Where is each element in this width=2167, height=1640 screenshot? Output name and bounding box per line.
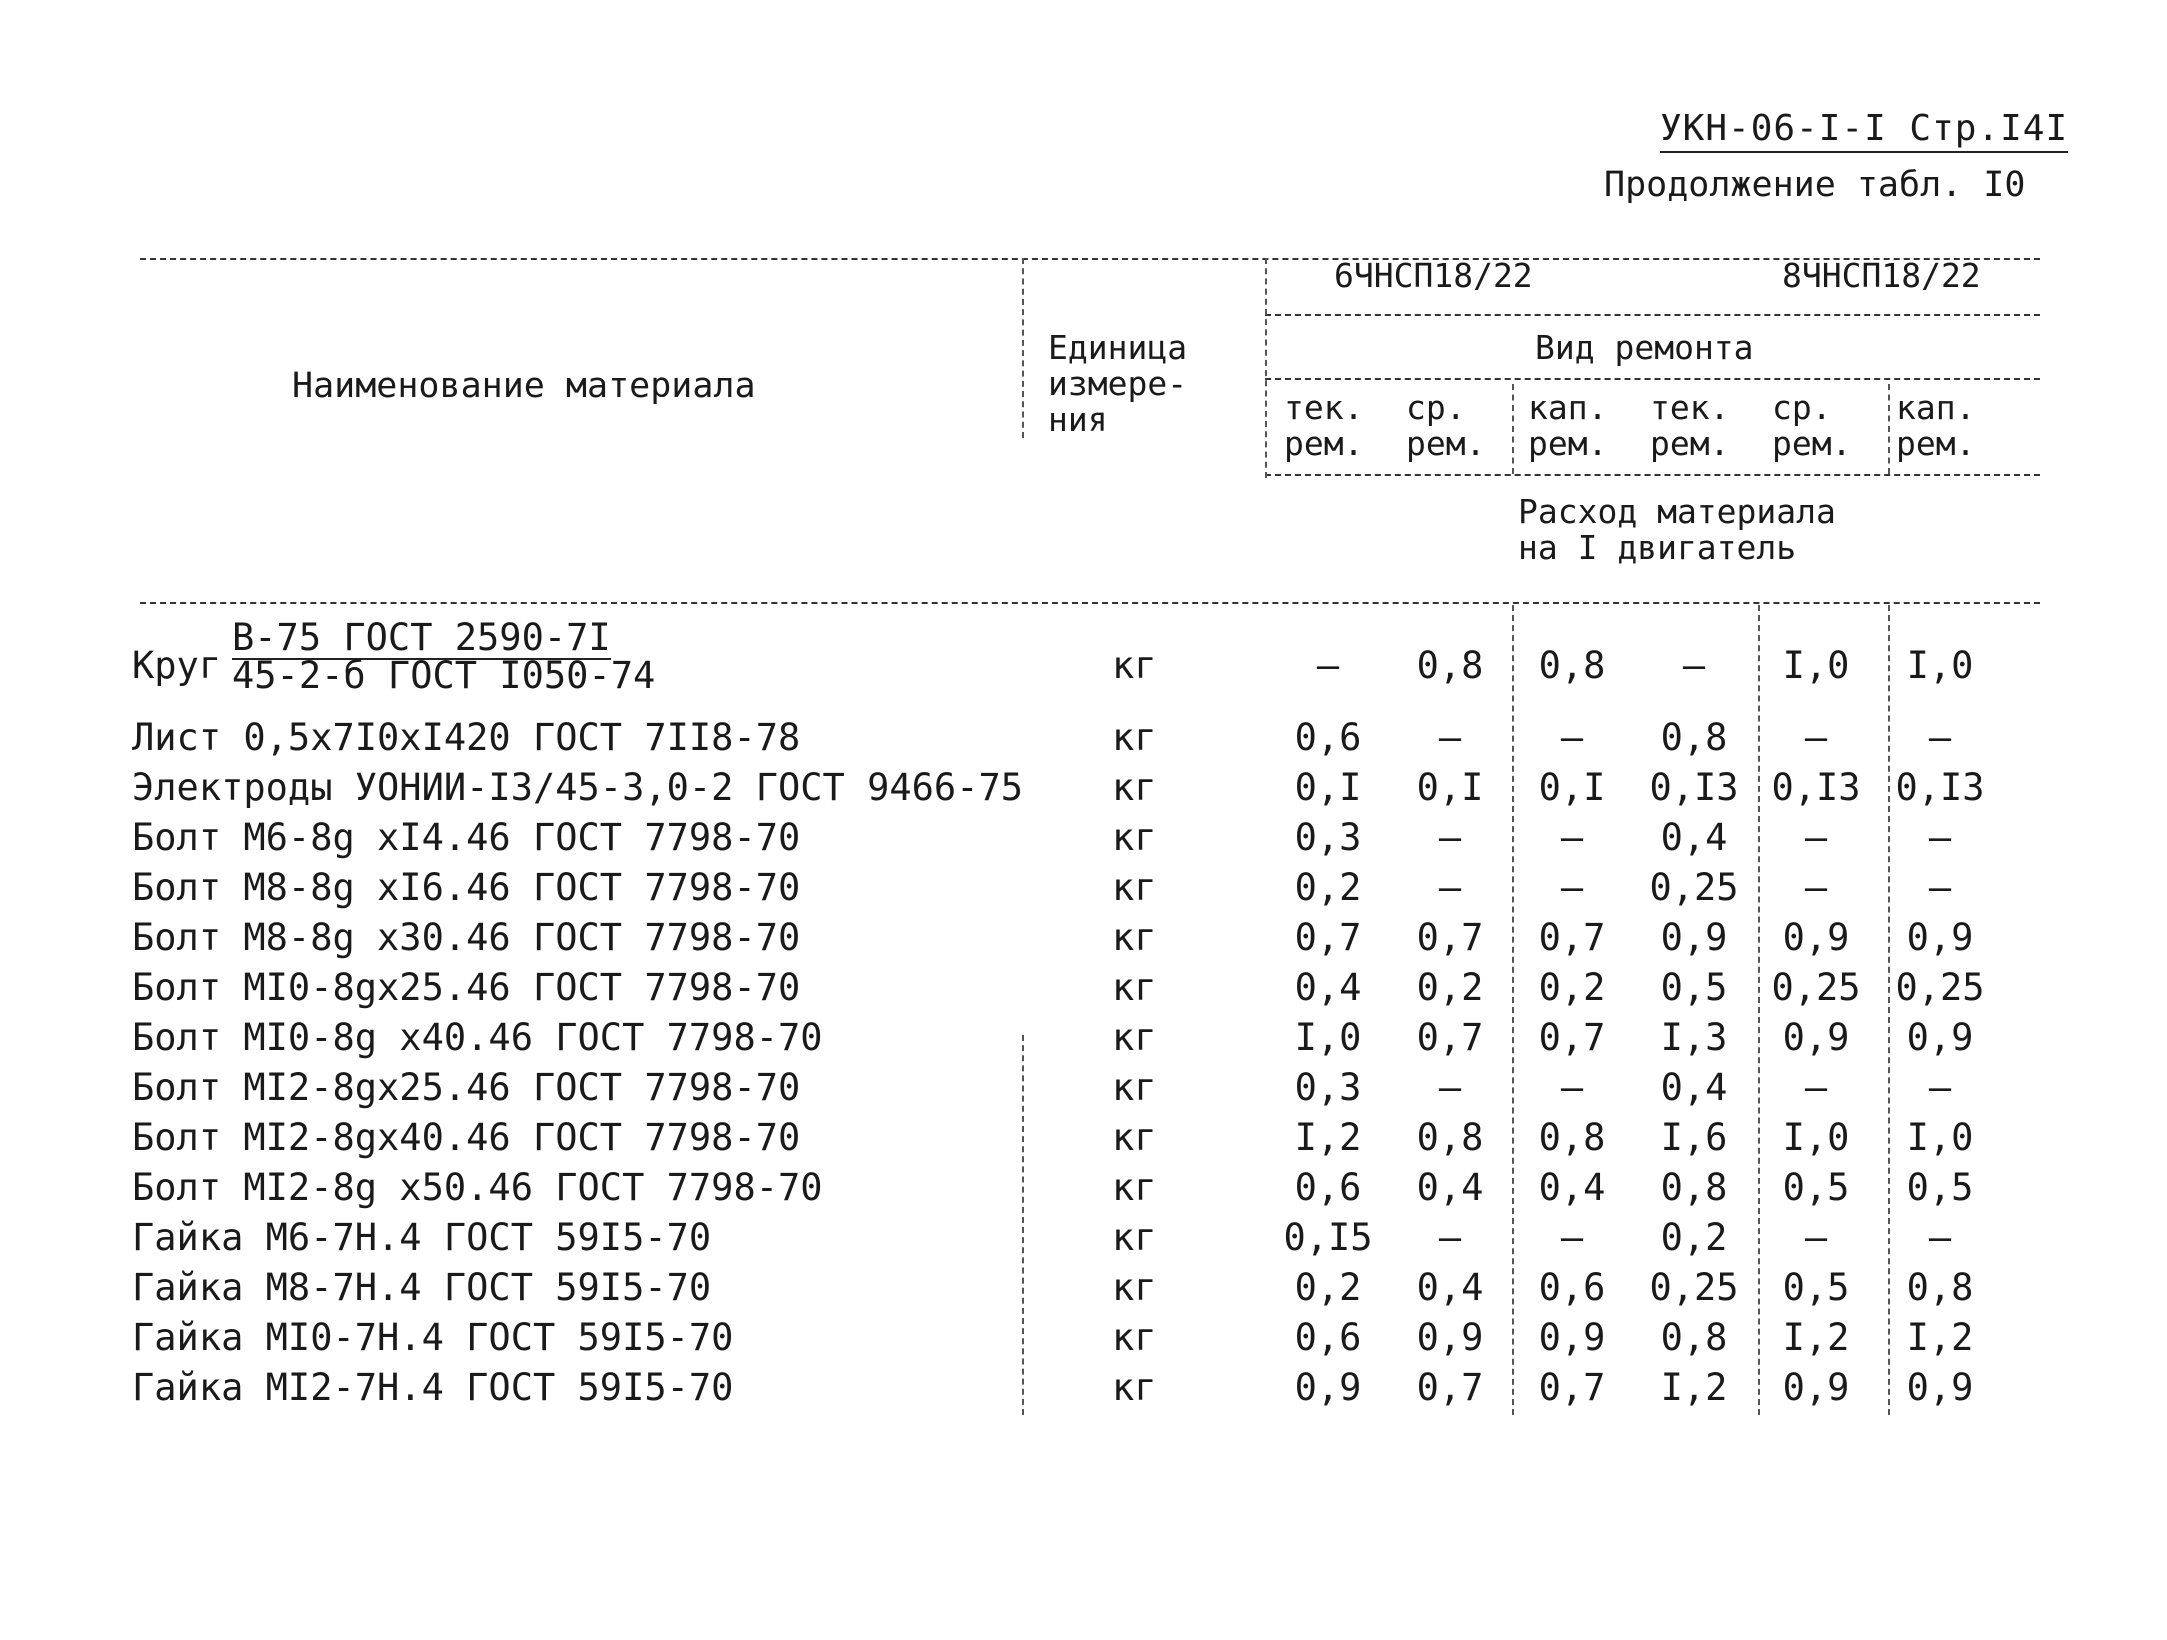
- row-unit: кг: [1112, 866, 1157, 909]
- row-value: 0,7: [1538, 916, 1606, 959]
- row-unit: кг: [1112, 766, 1157, 809]
- repair-col-header: ср. рем.: [1406, 388, 1486, 463]
- row-value: I,0: [1294, 1016, 1362, 1059]
- row-value: 0,2: [1294, 866, 1362, 909]
- row-value: –: [1560, 866, 1584, 909]
- unit-header: Единица измере- ния: [1048, 328, 1188, 439]
- row-material-name: Болт М6-8g хI4.46 ГОСТ 7798-70: [132, 816, 801, 859]
- row-value: 0,9: [1294, 1366, 1362, 1409]
- row-value: I,0: [1782, 644, 1850, 687]
- row-value: –: [1682, 644, 1706, 687]
- row-value: –: [1804, 716, 1828, 759]
- row-value: 0,9: [1782, 1366, 1850, 1409]
- row-value: –: [1560, 816, 1584, 859]
- row-value: 0,8: [1416, 644, 1484, 687]
- row-material-name: Болт МI0-8g х40.46 ГОСТ 7798-70: [132, 1016, 823, 1059]
- repair-col-divider: [1888, 384, 1890, 474]
- row-material-name: Болт М8-8g х30.46 ГОСТ 7798-70: [132, 916, 801, 959]
- row-unit: кг: [1112, 916, 1157, 959]
- row-value: –: [1438, 816, 1462, 859]
- row-unit: кг: [1112, 1216, 1157, 1259]
- row-value: –: [1438, 866, 1462, 909]
- row-value: 0,I5: [1283, 1216, 1373, 1259]
- row-value: –: [1804, 816, 1828, 859]
- row-value: 0,4: [1416, 1166, 1484, 1209]
- value-col-divider: [1758, 605, 1760, 1415]
- row-value: 0,2: [1660, 1216, 1728, 1259]
- repair-cols-rule: [1265, 474, 2040, 476]
- row-value: 0,4: [1294, 966, 1362, 1009]
- row-value: –: [1560, 1066, 1584, 1109]
- row-value: 0,I: [1538, 766, 1606, 809]
- row-value: 0,25: [1771, 966, 1861, 1009]
- row-value: 0,3: [1294, 1066, 1362, 1109]
- row-value: –: [1438, 1216, 1462, 1259]
- row-material-name: Болт М8-8g хI6.46 ГОСТ 7798-70: [132, 866, 801, 909]
- row-value: 0,8: [1906, 1266, 1974, 1309]
- row-value: 0,7: [1416, 1016, 1484, 1059]
- row-value: I,2: [1906, 1316, 1974, 1359]
- engine-b-header: 8ЧНСП18/22: [1782, 256, 1981, 295]
- row-value: 0,2: [1294, 1266, 1362, 1309]
- row-value: –: [1804, 1216, 1828, 1259]
- row-value: 0,8: [1660, 716, 1728, 759]
- engine-header-rule: [1265, 314, 2040, 316]
- row-value: 0,8: [1416, 1116, 1484, 1159]
- row-value: 0,2: [1416, 966, 1484, 1009]
- row-unit: кг: [1112, 1366, 1157, 1409]
- row-value: 0,4: [1660, 816, 1728, 859]
- row-unit: кг: [1112, 1016, 1157, 1059]
- row-value: I,0: [1906, 644, 1974, 687]
- row-value: –: [1804, 866, 1828, 909]
- row-value: 0,8: [1538, 1116, 1606, 1159]
- row-material-name: Болт МI2-8gх40.46 ГОСТ 7798-70: [132, 1116, 801, 1159]
- row-unit: кг: [1112, 816, 1157, 859]
- row-material-name: Болт МI2-8gх25.46 ГОСТ 7798-70: [132, 1066, 801, 1109]
- row-value: –: [1438, 716, 1462, 759]
- material-name-header: Наименование материала: [292, 366, 756, 406]
- repair-type-rule: [1265, 378, 2040, 380]
- row-value: –: [1804, 1066, 1828, 1109]
- row-value: 0,8: [1660, 1166, 1728, 1209]
- row-unit: кг: [1112, 1116, 1157, 1159]
- row-value: 0,2: [1538, 966, 1606, 1009]
- repair-col-header: тек. рем.: [1650, 388, 1730, 463]
- row-value: I,0: [1906, 1116, 1974, 1159]
- row-value: 0,I3: [1895, 766, 1985, 809]
- row-value: –: [1928, 716, 1952, 759]
- row-value: 0,7: [1416, 916, 1484, 959]
- row-material-name: Гайка МI0-7Н.4 ГОСТ 59I5-70: [132, 1316, 734, 1359]
- unit-column-divider-lower: [1022, 1035, 1024, 1415]
- row-material-name: Лист 0,5х7I0хI420 ГОСТ 7II8-78: [132, 716, 801, 759]
- row-value: 0,8: [1538, 644, 1606, 687]
- row-unit: кг: [1112, 1066, 1157, 1109]
- row-unit: кг: [1112, 644, 1157, 687]
- row-value: 0,6: [1538, 1266, 1606, 1309]
- row-value: 0,5: [1660, 966, 1728, 1009]
- row-value: 0,9: [1660, 916, 1728, 959]
- row-value: 0,25: [1649, 866, 1739, 909]
- row-value: 0,I: [1294, 766, 1362, 809]
- row-value: 0,9: [1906, 1366, 1974, 1409]
- repair-col-header: тек. рем.: [1284, 388, 1364, 463]
- row-value: –: [1928, 1216, 1952, 1259]
- row-value: 0,7: [1294, 916, 1362, 959]
- row-value: –: [1928, 866, 1952, 909]
- row-value: 0,4: [1416, 1266, 1484, 1309]
- row-unit: кг: [1112, 1266, 1157, 1309]
- row-value: I,2: [1782, 1316, 1850, 1359]
- row-value: 0,25: [1649, 1266, 1739, 1309]
- row-value: 0,5: [1906, 1166, 1974, 1209]
- repair-type-header: Вид ремонта: [1535, 328, 1754, 367]
- row-value: 0,7: [1538, 1016, 1606, 1059]
- row-value: 0,7: [1538, 1366, 1606, 1409]
- row-value: 0,9: [1538, 1316, 1606, 1359]
- row-unit: кг: [1112, 966, 1157, 1009]
- row-value: I,2: [1294, 1116, 1362, 1159]
- row-value: 0,6: [1294, 1166, 1362, 1209]
- row-value: I,6: [1660, 1116, 1728, 1159]
- row-value: 0,5: [1782, 1266, 1850, 1309]
- row-value: 0,9: [1906, 916, 1974, 959]
- repair-col-header: кап. рем.: [1528, 388, 1608, 463]
- row-value: 0,I: [1416, 766, 1484, 809]
- row-unit: кг: [1112, 716, 1157, 759]
- header-bottom-rule: [140, 602, 2040, 604]
- row-value: 0,7: [1416, 1366, 1484, 1409]
- row-value: I,0: [1782, 1116, 1850, 1159]
- row-material-name: Гайка М6-7Н.4 ГОСТ 59I5-70: [132, 1216, 712, 1259]
- row-value: –: [1560, 1216, 1584, 1259]
- values-column-divider: [1265, 258, 1267, 478]
- row-value: 0,5: [1782, 1166, 1850, 1209]
- row-material-grade: В-75 ГОСТ 2590-7I: [232, 616, 611, 659]
- row-unit: кг: [1112, 1166, 1157, 1209]
- row-value: I,2: [1660, 1366, 1728, 1409]
- value-col-divider: [1512, 605, 1514, 1415]
- row-material-name: Гайка М8-7Н.4 ГОСТ 59I5-70: [132, 1266, 712, 1309]
- unit-column-divider: [1022, 258, 1024, 438]
- row-value: –: [1316, 644, 1340, 687]
- consumption-header: Расход материала на I двигатель: [1518, 492, 1836, 567]
- row-material-name: Болт МI0-8gх25.46 ГОСТ 7798-70: [132, 966, 801, 1009]
- row-material-name: Гайка МI2-7Н.4 ГОСТ 59I5-70: [132, 1366, 734, 1409]
- row-value: 0,4: [1538, 1166, 1606, 1209]
- row-value: 0,9: [1416, 1316, 1484, 1359]
- row-value: –: [1928, 1066, 1952, 1109]
- repair-col-divider: [1512, 384, 1514, 474]
- row-value: 0,9: [1782, 1016, 1850, 1059]
- row-value: 0,25: [1895, 966, 1985, 1009]
- table-top-rule: [140, 258, 2040, 260]
- row-value: 0,3: [1294, 816, 1362, 859]
- row-material-name: Электроды УОНИИ-I3/45-3,0-2 ГОСТ 9466-75: [132, 766, 1024, 809]
- repair-col-header: кап. рем.: [1896, 388, 1976, 463]
- row-value: 0,I3: [1649, 766, 1739, 809]
- row-value: I,3: [1660, 1016, 1728, 1059]
- row-value: 0,I3: [1771, 766, 1861, 809]
- row-value: 0,4: [1660, 1066, 1728, 1109]
- row-material-name: Круг: [132, 644, 222, 687]
- row-value: –: [1928, 816, 1952, 859]
- row-value: 0,9: [1782, 916, 1850, 959]
- row-unit: кг: [1112, 1316, 1157, 1359]
- row-value: –: [1560, 716, 1584, 759]
- repair-col-header: ср. рем.: [1772, 388, 1852, 463]
- row-value: 0,6: [1294, 1316, 1362, 1359]
- row-value: 0,6: [1294, 716, 1362, 759]
- row-value: –: [1438, 1066, 1462, 1109]
- row-material-standard: 45-2-б ГОСТ I050-74: [232, 654, 656, 697]
- engine-a-header: 6ЧНСП18/22: [1334, 256, 1533, 295]
- document-code: УКН-06-I-I Стр.I4I: [1660, 108, 2068, 153]
- row-material-name: Болт МI2-8g х50.46 ГОСТ 7798-70: [132, 1166, 823, 1209]
- table-continuation-label: Продолжение табл. I0: [1604, 165, 2026, 205]
- row-value: 0,8: [1660, 1316, 1728, 1359]
- row-value: 0,9: [1906, 1016, 1974, 1059]
